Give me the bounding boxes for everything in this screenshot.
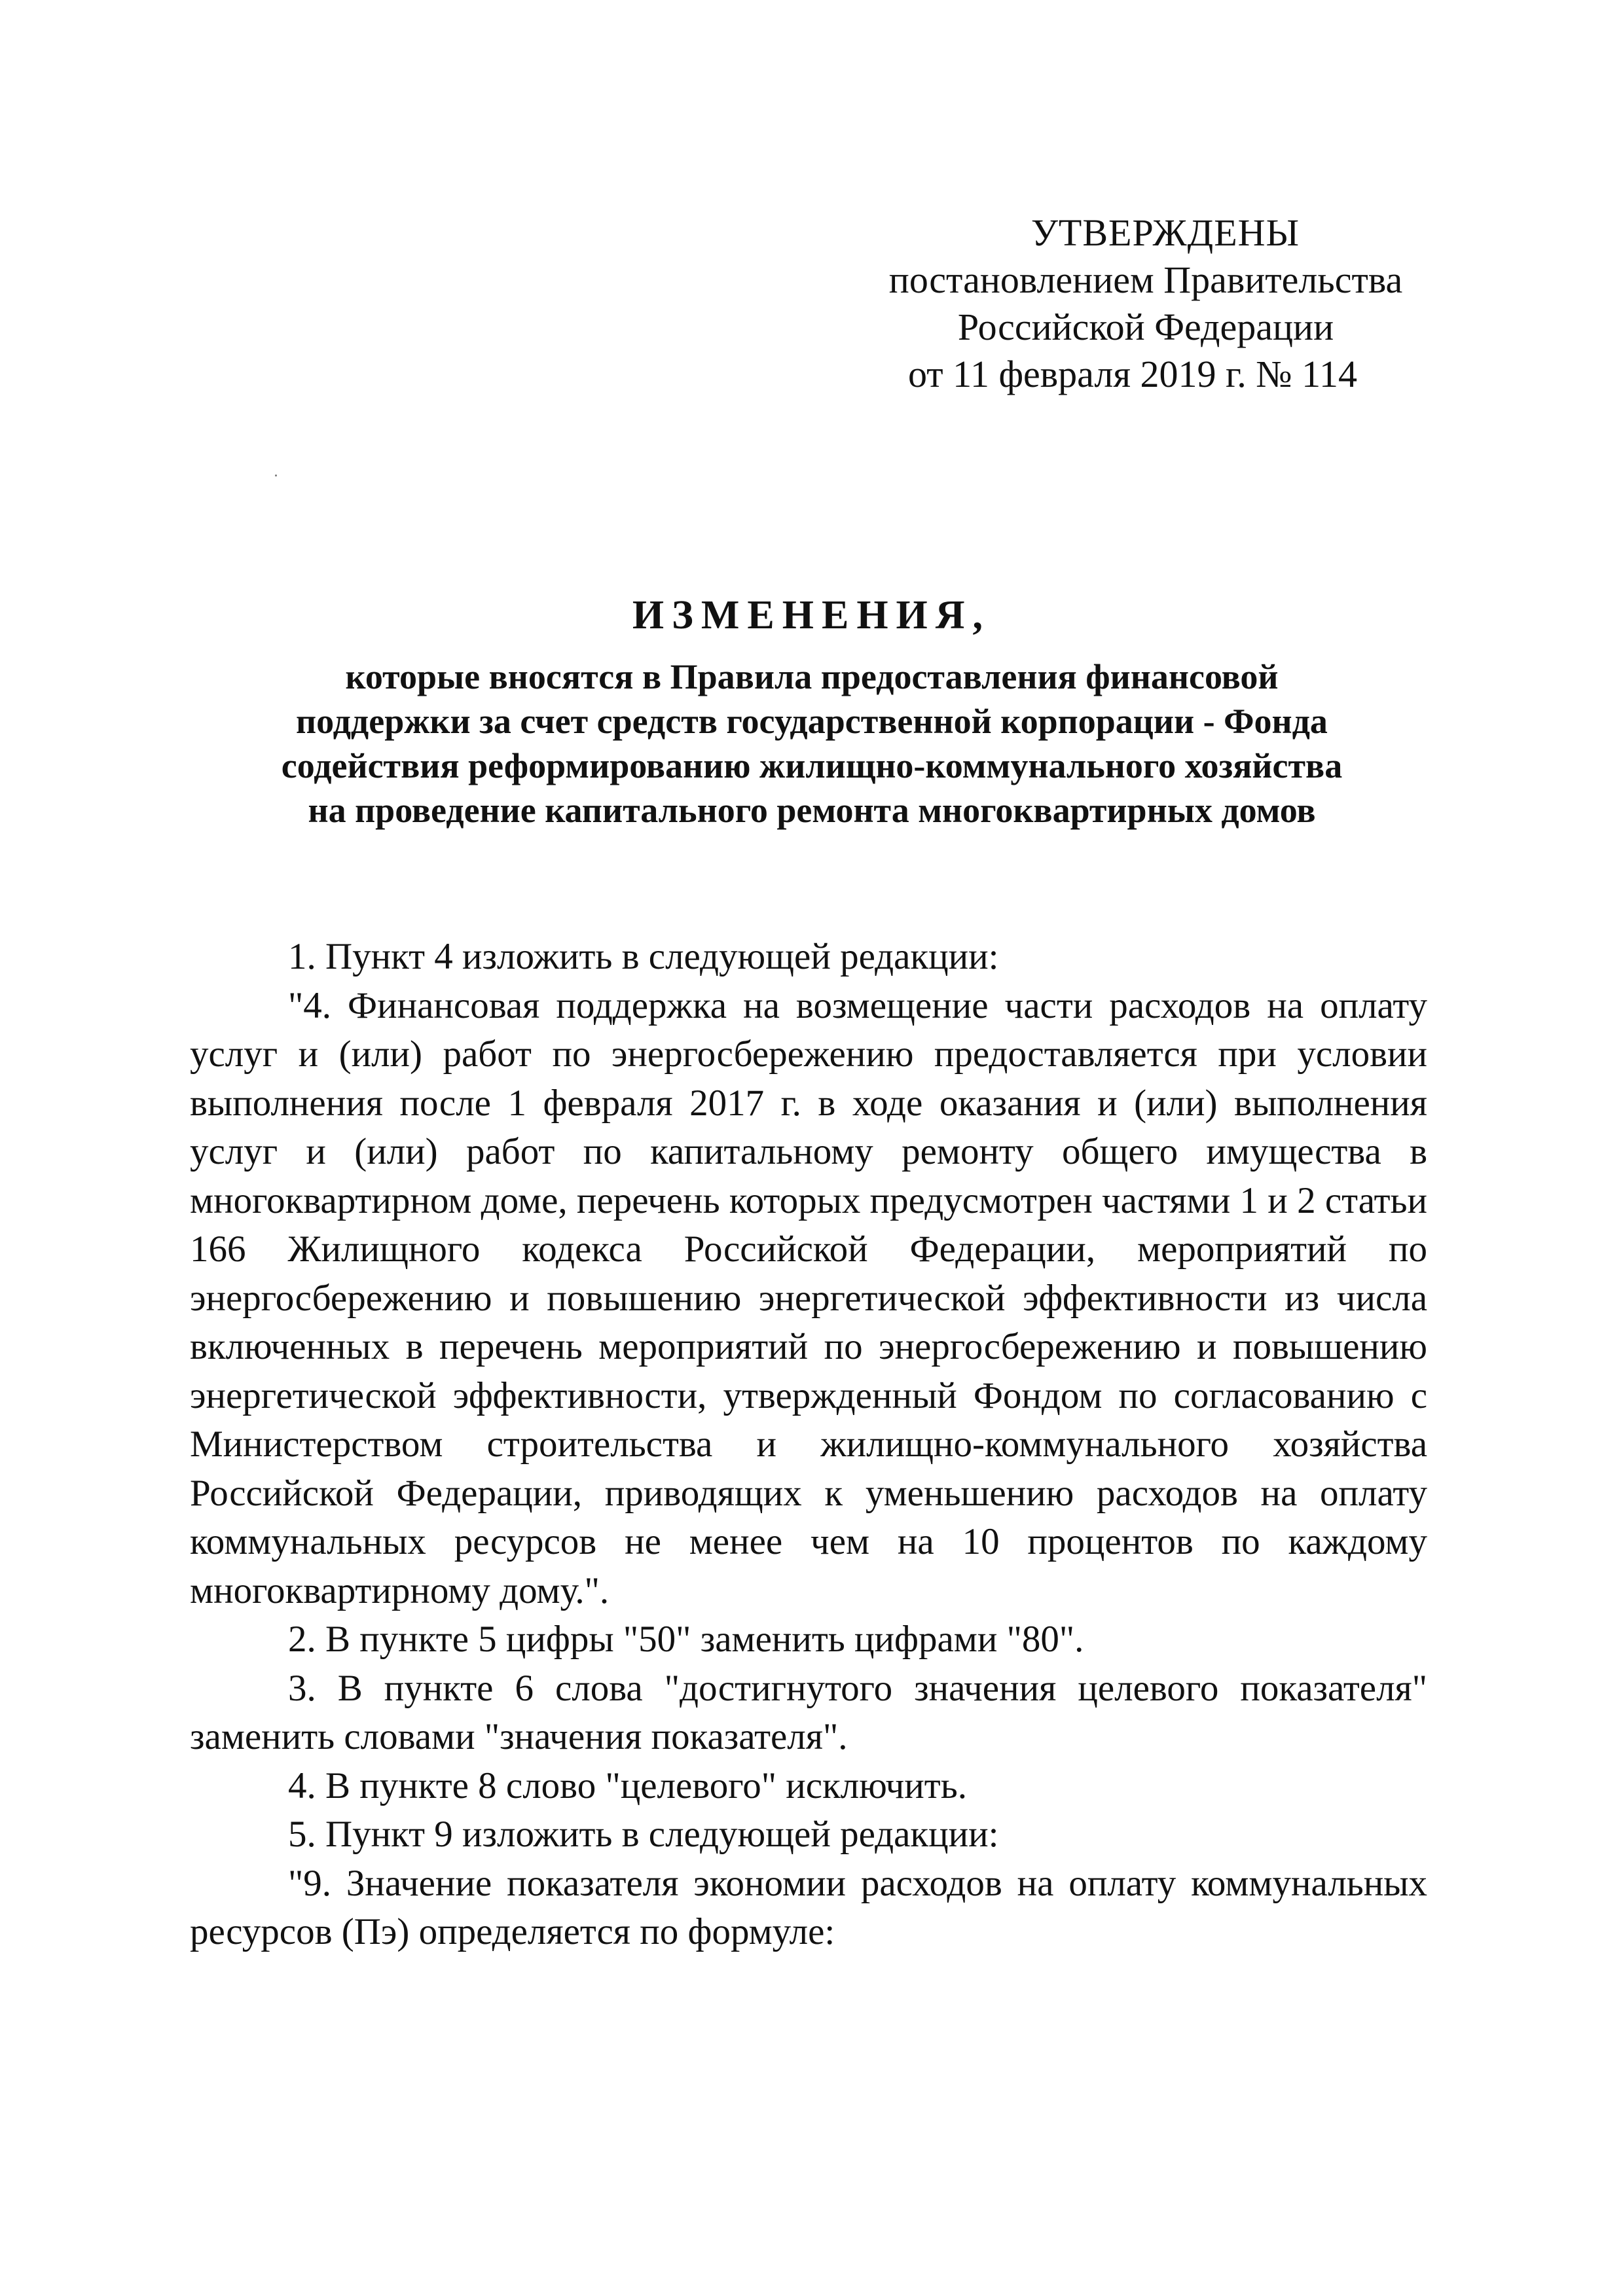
paragraph-5: 4. В пункте 8 слово "целевого" исключить. bbox=[288, 1765, 967, 1806]
subtitle-line-3: содействия реформированию жилищно-коммунального хозяйства bbox=[281, 746, 1343, 785]
approval-date-line: от 11 февраля 2019 г. № 114 bbox=[908, 353, 1357, 395]
approval-block bbox=[851, 209, 1440, 398]
approval-line-2: Российской Федерации bbox=[957, 306, 1334, 348]
paragraph-2: "4. Финансовая поддержка на возмещение части расходов на оплату услуг и (или) работ по энергосбережению предоставляется при условии выполнения после 1 февраля 2017 г. в ходе оказания и (или) выполнения услуг и (или) работ по капитальному ремонту общего имущества в многоквартирном доме, перечень которых предусмотрен частями 1 и 2 статьи 166 Жилищного кодекса Российской Федерации, мероприятий по энергосбережению и повышению энергетической эффективности из числа включенных в перечень мероприятий по энергосбережению и повышению энергетической эффективности, утвержденный Фондом по согласованию с Министерством строительства и жилищно-коммунального хозяйства Российской Федерации, приводящих к уменьшению расходов на оплату коммунальных ресурсов не менее чем на 10 процентов по каждому многоквартирному дому.". bbox=[190, 984, 1427, 1611]
approval-heading: УТВЕРЖДЕНЫ bbox=[1030, 211, 1300, 254]
paragraph-4: 3. В пункте 6 слова "достигнутого значения целевого показателя" заменить словами "значения показателя". bbox=[190, 1667, 1427, 1757]
subtitle-line-2: поддержки за счет средств государственной корпорации - Фонда bbox=[296, 702, 1328, 741]
paragraph-1: 1. Пункт 4 изложить в следующей редакции: bbox=[288, 936, 999, 977]
paragraph-3: 2. В пункте 5 цифры "50" заменить цифрами "80". bbox=[288, 1619, 1084, 1660]
approval-line-1: постановлением Правительства bbox=[888, 259, 1403, 301]
document-body bbox=[190, 933, 1427, 1957]
subtitle-line-4: на проведение капитального ремонта многоквартирных домов bbox=[308, 791, 1316, 830]
subtitle-line-1: которые вносятся в Правила предоставления финансовой bbox=[345, 657, 1279, 696]
document-subtitle bbox=[196, 655, 1427, 833]
paragraph-6: 5. Пункт 9 изложить в следующей редакции: bbox=[288, 1814, 999, 1855]
document-title: ИЗМЕНЕНИЯ, bbox=[632, 593, 991, 637]
paragraph-7: "9. Значение показателя экономии расходов на оплату коммунальных ресурсов (Пэ) определяется по формуле: bbox=[190, 1862, 1427, 1952]
scan-speck bbox=[275, 475, 277, 476]
